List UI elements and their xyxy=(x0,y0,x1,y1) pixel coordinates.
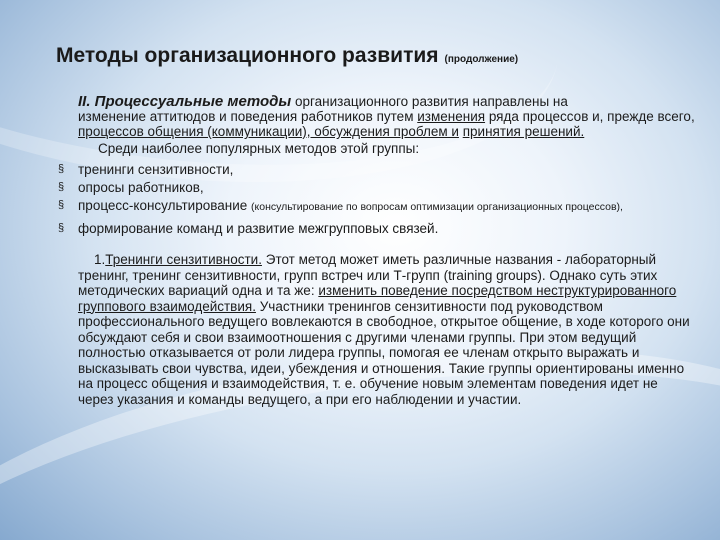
bullet-text: опросы работников, xyxy=(78,180,204,195)
methods-heading: II. Процессуальные методы xyxy=(78,93,292,110)
bullet-text: формирование команд и развитие межгрупповых связей. xyxy=(78,221,439,236)
bullet-marker: § xyxy=(58,181,65,193)
bullet-marker: § xyxy=(58,222,65,234)
paragraph-underlined: изменить поведение посредством неструктурированного группового взаимодействия. xyxy=(78,283,677,314)
intro-line3-underlined: процессов общения (коммуникации), обсуждения проблем и xyxy=(78,124,459,139)
slide-title xyxy=(56,44,518,68)
sensitivity-training-paragraph xyxy=(56,252,696,407)
slide-title-main: Методы организационного развития xyxy=(56,44,439,67)
intro-line2-plain: изменение аттитюдов и поведения работников путем xyxy=(78,109,414,124)
paragraph-number: 1. xyxy=(94,252,106,267)
paragraph-text-2: Участники тренингов сензитивности под руководством профессионального ведущего вовлекаются в свободное, открытое общение, в ходе которого они обсуждают себя и свои взаимоотношения с другими членами группы. При этом ведущий полностью отказывается от роли лидера группы, помогая ее членам открыто выражать и высказывать свои чувства, идеи, убеждения и отношения. Такие группы ориентированы именно на процесс общения и взаимодействия, т. е. обучение новым элементам поведения идет не через указания и команды ведущего, а при его наблюдении и участии. xyxy=(78,298,690,407)
intro-line3-start: и, прежде всего, xyxy=(592,109,695,124)
list-item xyxy=(56,180,696,195)
intro-sentence-start: организационного развития направлены на xyxy=(295,94,568,109)
intro-paragraph xyxy=(56,94,696,109)
popular-methods-label: Среди наиболее популярных методов этой группы: xyxy=(98,141,420,156)
bullet-note: (консультирование по вопросам оптимизации организационных процессов), xyxy=(251,201,623,213)
slide-body xyxy=(56,94,696,407)
intro-line2-end: ряда процессов xyxy=(488,109,589,124)
intro-line4-underlined: принятия решений. xyxy=(462,124,585,139)
bullet-marker: § xyxy=(58,163,65,175)
paragraph-heading: Тренинги сензитивности. xyxy=(105,252,262,267)
slide-title-suffix: (продолжение) xyxy=(444,54,519,65)
bullet-text: процесс-консультирование xyxy=(78,198,248,213)
bullet-text: тренинги сензитивности, xyxy=(78,162,234,177)
intro-continuation xyxy=(56,109,696,139)
paragraph-text-1: Этот метод может иметь различные названия - лабораторный тренинг, тренинг сензитивности, групп встреч или Т-групп (training groups). Однако суть этих методических вариаций одна и та же: xyxy=(78,252,658,298)
methods-list xyxy=(56,162,696,236)
list-item xyxy=(56,162,696,177)
bullet-marker: § xyxy=(58,199,65,211)
intro-line2-underlined: изменения xyxy=(417,109,486,124)
list-item xyxy=(56,198,696,215)
list-item xyxy=(56,221,696,236)
